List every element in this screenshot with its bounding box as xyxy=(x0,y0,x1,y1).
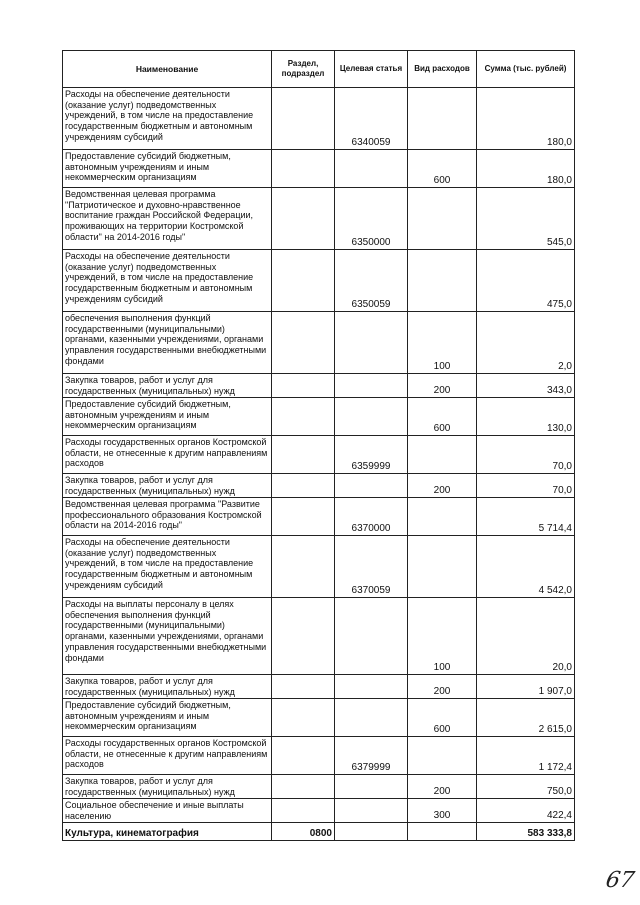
cell-type: 100 xyxy=(408,312,477,374)
cell-sum: 422,4 xyxy=(477,799,575,823)
table-row xyxy=(63,150,575,188)
cell-section xyxy=(272,799,335,823)
cell-type: 300 xyxy=(408,799,477,823)
cell-name: Закупка товаров, работ и услуг для государственных (муниципальных) нужд xyxy=(63,775,272,799)
budget-table xyxy=(62,50,575,841)
cell-name: Расходы государственных органов Костромской области, не отнесенные к другим направлениям расходов xyxy=(63,436,272,474)
cell-section xyxy=(272,498,335,536)
table-row xyxy=(63,699,575,737)
cell-type xyxy=(408,250,477,312)
cell-section xyxy=(272,312,335,374)
cell-section xyxy=(272,374,335,398)
cell-section xyxy=(272,474,335,498)
cell-section xyxy=(272,675,335,699)
cell-sum: 2 615,0 xyxy=(477,699,575,737)
total-sum: 583 333,8 xyxy=(477,823,575,841)
cell-type: 200 xyxy=(408,775,477,799)
cell-target xyxy=(335,699,408,737)
cell-target: 6379999 xyxy=(335,737,408,775)
table-header-row xyxy=(63,51,575,88)
cell-section xyxy=(272,536,335,598)
cell-name: Ведомственная целевая программа "Патриотическое и духовно-нравственное воспитание граждан Российской Федерации, проживающих на территории Костромской области" на 2014-2016 годы" xyxy=(63,188,272,250)
table-row xyxy=(63,474,575,498)
header-type: Вид расходов xyxy=(408,51,477,88)
cell-name: Расходы на обеспечение деятельности (оказание услуг) подведомственных учреждений, в том числе на предоставление государственным бюджетным и автономным учреждениям субсидий xyxy=(63,88,272,150)
cell-type: 200 xyxy=(408,474,477,498)
cell-type: 200 xyxy=(408,675,477,699)
table-row xyxy=(63,598,575,675)
table-row xyxy=(63,775,575,799)
cell-type xyxy=(408,498,477,536)
cell-sum: 750,0 xyxy=(477,775,575,799)
cell-section xyxy=(272,737,335,775)
cell-target: 6340059 xyxy=(335,88,408,150)
cell-target xyxy=(335,775,408,799)
table-row xyxy=(63,88,575,150)
cell-target xyxy=(335,675,408,699)
table-row xyxy=(63,312,575,374)
cell-sum: 5 714,4 xyxy=(477,498,575,536)
cell-section xyxy=(272,775,335,799)
table-row xyxy=(63,799,575,823)
cell-section xyxy=(272,398,335,436)
cell-name: обеспечения выполнения функций государственными (муниципальными) органами, казенными учреждениями, органами управления государственными внебюджетными фондами xyxy=(63,312,272,374)
cell-name: Предоставление субсидий бюджетным, автономным учреждениям и иным некоммерческим организациям xyxy=(63,699,272,737)
header-target: Целевая статья xyxy=(335,51,408,88)
cell-name: Расходы государственных органов Костромской области, не отнесенные к другим направлениям расходов xyxy=(63,737,272,775)
cell-type: 200 xyxy=(408,374,477,398)
cell-name: Предоставление субсидий бюджетным, автономным учреждениям и иным некоммерческим организациям xyxy=(63,398,272,436)
cell-sum: 130,0 xyxy=(477,398,575,436)
table-row xyxy=(63,536,575,598)
cell-target: 6370000 xyxy=(335,498,408,536)
cell-type: 600 xyxy=(408,699,477,737)
cell-sum: 180,0 xyxy=(477,88,575,150)
cell-name: Расходы на выплаты персоналу в целях обеспечения выполнения функций государственными (муниципальными) органами, казенными учреждениями, органами управления государственными внебюджетными фондами xyxy=(63,598,272,675)
table-row xyxy=(63,188,575,250)
total-target xyxy=(335,823,408,841)
cell-type: 600 xyxy=(408,398,477,436)
cell-type xyxy=(408,88,477,150)
header-section: Раздел, подраздел xyxy=(272,51,335,88)
cell-section xyxy=(272,250,335,312)
table-row xyxy=(63,398,575,436)
cell-target: 6359999 xyxy=(335,436,408,474)
header-sum: Сумма (тыс. рублей) xyxy=(477,51,575,88)
cell-name: Расходы на обеспечение деятельности (оказание услуг) подведомственных учреждений, в том числе на предоставление государственным бюджетным и автономным учреждениям субсидий xyxy=(63,250,272,312)
cell-name: Закупка товаров, работ и услуг для государственных (муниципальных) нужд xyxy=(63,374,272,398)
total-name: Культура, кинематография xyxy=(63,823,272,841)
cell-target xyxy=(335,799,408,823)
table-row xyxy=(63,436,575,474)
cell-sum: 545,0 xyxy=(477,188,575,250)
cell-sum: 1 907,0 xyxy=(477,675,575,699)
table-row xyxy=(63,675,575,699)
handwritten-page-number: 67 xyxy=(603,868,637,893)
cell-name: Социальное обеспечение и иные выплаты населению xyxy=(63,799,272,823)
cell-section xyxy=(272,699,335,737)
cell-section xyxy=(272,598,335,675)
total-section: 0800 xyxy=(272,823,335,841)
cell-sum: 343,0 xyxy=(477,374,575,398)
cell-section xyxy=(272,436,335,474)
cell-sum: 475,0 xyxy=(477,250,575,312)
cell-target xyxy=(335,474,408,498)
cell-target xyxy=(335,312,408,374)
table-row xyxy=(63,737,575,775)
cell-type: 100 xyxy=(408,598,477,675)
cell-type xyxy=(408,188,477,250)
budget-table-sheet xyxy=(62,50,575,841)
cell-sum: 70,0 xyxy=(477,436,575,474)
cell-name: Предоставление субсидий бюджетным, автономным учреждениям и иным некоммерческим организациям xyxy=(63,150,272,188)
header-name: Наименование xyxy=(63,51,272,88)
cell-section xyxy=(272,150,335,188)
cell-target xyxy=(335,150,408,188)
cell-sum: 2,0 xyxy=(477,312,575,374)
table-row xyxy=(63,374,575,398)
cell-type xyxy=(408,536,477,598)
cell-section xyxy=(272,188,335,250)
table-body xyxy=(63,88,575,841)
total-type xyxy=(408,823,477,841)
cell-sum: 20,0 xyxy=(477,598,575,675)
cell-target: 6370059 xyxy=(335,536,408,598)
cell-name: Расходы на обеспечение деятельности (оказание услуг) подведомственных учреждений, в том числе на предоставление государственным бюджетным и автономным учреждениям субсидий xyxy=(63,536,272,598)
cell-target: 6350059 xyxy=(335,250,408,312)
cell-sum: 1 172,4 xyxy=(477,737,575,775)
cell-section xyxy=(272,88,335,150)
cell-sum: 4 542,0 xyxy=(477,536,575,598)
cell-target: 6350000 xyxy=(335,188,408,250)
cell-name: Закупка товаров, работ и услуг для государственных (муниципальных) нужд xyxy=(63,474,272,498)
cell-sum: 70,0 xyxy=(477,474,575,498)
cell-target xyxy=(335,374,408,398)
table-row xyxy=(63,250,575,312)
cell-target xyxy=(335,398,408,436)
table-row xyxy=(63,498,575,536)
cell-type xyxy=(408,737,477,775)
total-row xyxy=(63,823,575,841)
cell-target xyxy=(335,598,408,675)
cell-name: Ведомственная целевая программа "Развитие профессионального образования Костромской области на 2014-2016 годы" xyxy=(63,498,272,536)
cell-type xyxy=(408,436,477,474)
cell-sum: 180,0 xyxy=(477,150,575,188)
cell-name: Закупка товаров, работ и услуг для государственных (муниципальных) нужд xyxy=(63,675,272,699)
cell-type: 600 xyxy=(408,150,477,188)
